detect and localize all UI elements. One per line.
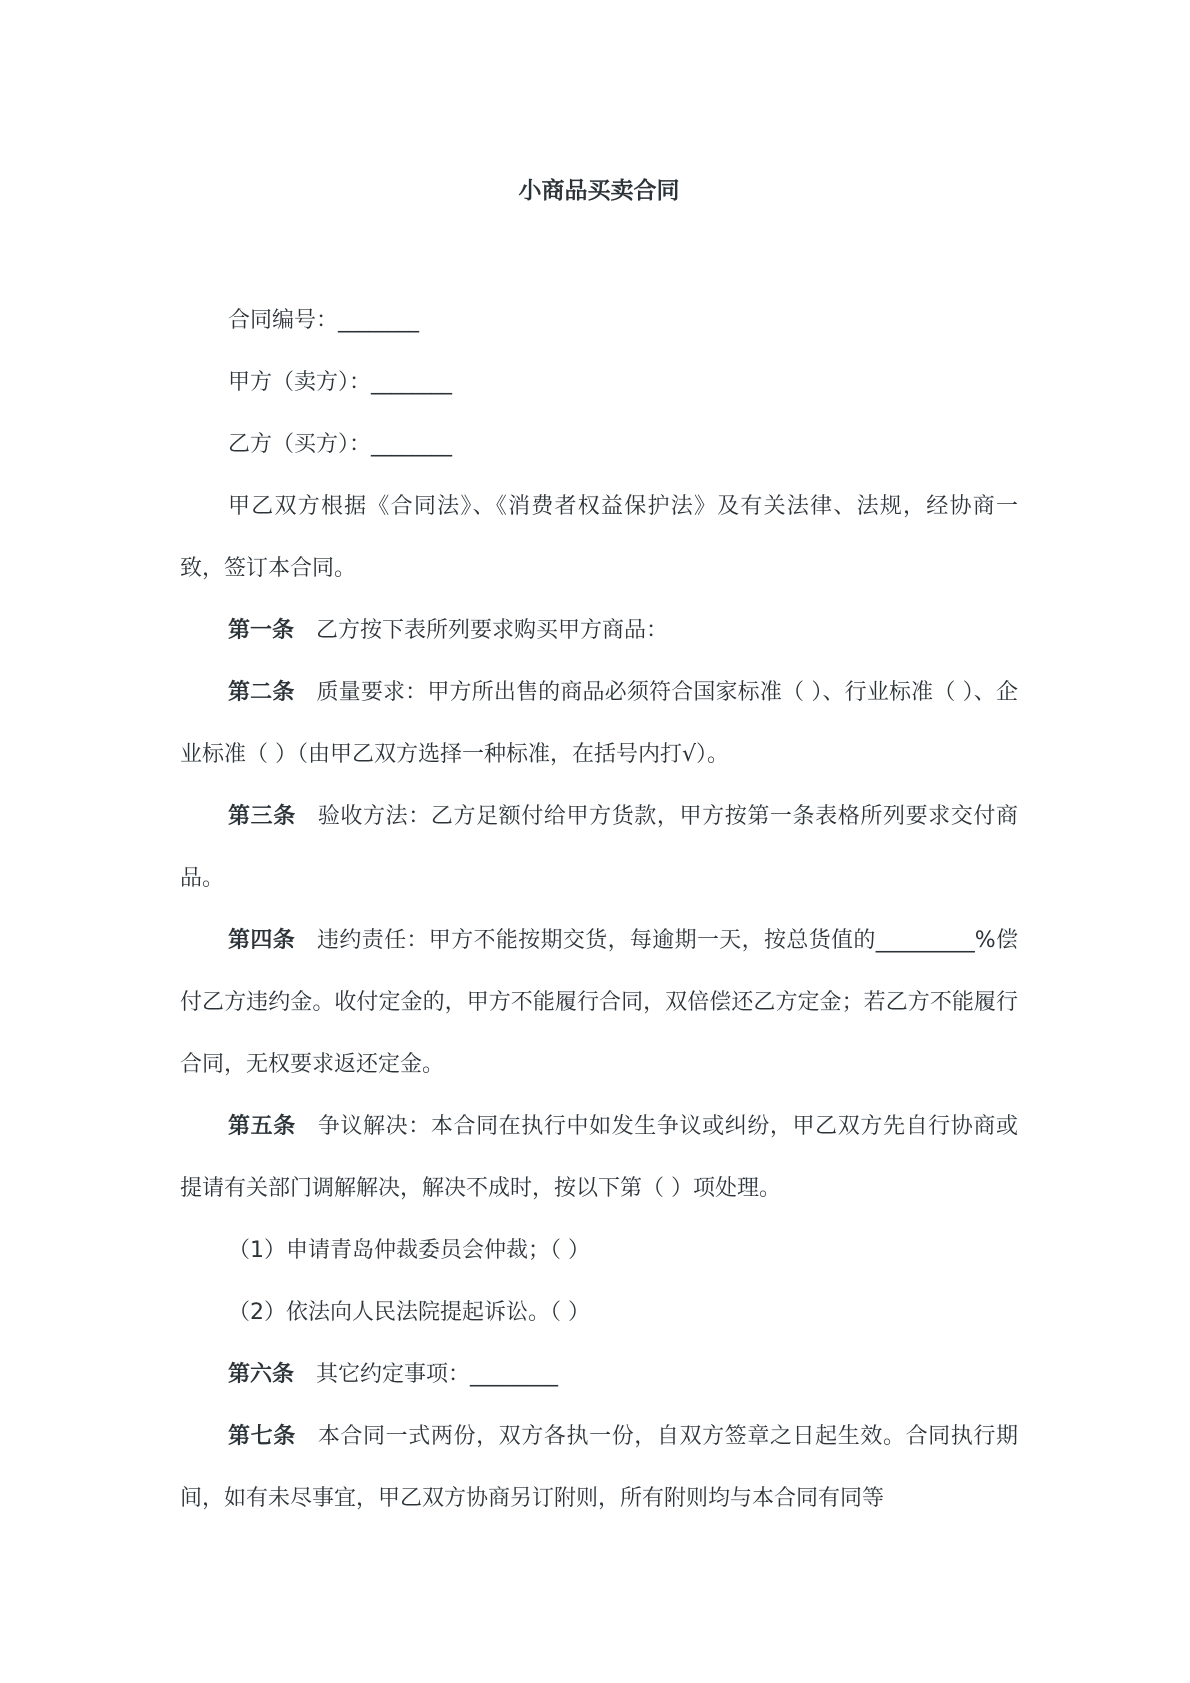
field-party-a (180, 352, 1018, 414)
article-heading: 第五条 (228, 1114, 296, 1139)
article-2 (180, 662, 1018, 786)
article-text: 乙方按下表所列要求购买甲方商品： (316, 618, 669, 643)
preamble: 甲乙双方根据《合同法》、《消费者权益保护法》及有关法律、法规，经协商一致，签订本合同。 (180, 494, 1018, 581)
article-text: 违约责任：甲方不能按期交货，每逾期一天，按总货值的_________%偿付乙方违约金。收付定金的，甲方不能履行合同，双倍偿还乙方定金；若乙方不能履行合同，无权要求返还定金。 (180, 928, 1018, 1077)
field-blank: ________ (371, 370, 452, 395)
article-text: 本合同一式两份，双方各执一份，自双方签章之日起生效。合同执行期间，如有未尽事宜，甲乙双方协商另订附则，所有附则均与本合同有同等 (180, 1424, 1018, 1511)
article-text: 验收方法：乙方足额付给甲方货款，甲方按第一条表格所列要求交付商品。 (180, 804, 1018, 891)
document-title: 小商品买卖合同 (518, 178, 680, 204)
option-litigation: （2）依法向人民法院提起诉讼。（ ） (228, 1300, 590, 1325)
article-5 (180, 1096, 1018, 1220)
article-heading: 第三条 (228, 804, 296, 829)
document-body (180, 290, 1018, 1530)
field-label: 甲方（卖方）： (228, 370, 372, 395)
article-6 (180, 1344, 1018, 1406)
article-3 (180, 786, 1018, 910)
article-heading: 第一条 (228, 618, 295, 643)
article-heading: 第六条 (228, 1362, 295, 1387)
field-blank: ________ (371, 432, 452, 457)
article-7 (180, 1406, 1018, 1530)
article-heading: 第四条 (228, 928, 296, 953)
field-label: 合同编号： (228, 308, 339, 333)
option-arbitration: （1）申请青岛仲裁委员会仲裁；（ ） (228, 1238, 590, 1263)
article-text: 其它约定事项：________ (316, 1362, 559, 1387)
field-blank: ________ (338, 308, 419, 333)
field-label: 乙方（买方）： (228, 432, 372, 457)
article-4 (180, 910, 1018, 1096)
article-heading: 第七条 (228, 1424, 296, 1449)
article-1 (180, 600, 1018, 662)
article-text: 质量要求：甲方所出售的商品必须符合国家标准（ ）、行业标准（ ）、企业标准（ ）（由甲乙双方选择一种标准，在括号内打√）。 (180, 680, 1018, 767)
field-party-b (180, 414, 1018, 476)
article-text: 争议解决：本合同在执行中如发生争议或纠纷，甲乙双方先自行协商或提请有关部门调解解决，解决不成时，按以下第（ ）项处理。 (180, 1114, 1018, 1201)
article-heading: 第二条 (228, 680, 295, 705)
field-contract-number (180, 290, 1018, 352)
